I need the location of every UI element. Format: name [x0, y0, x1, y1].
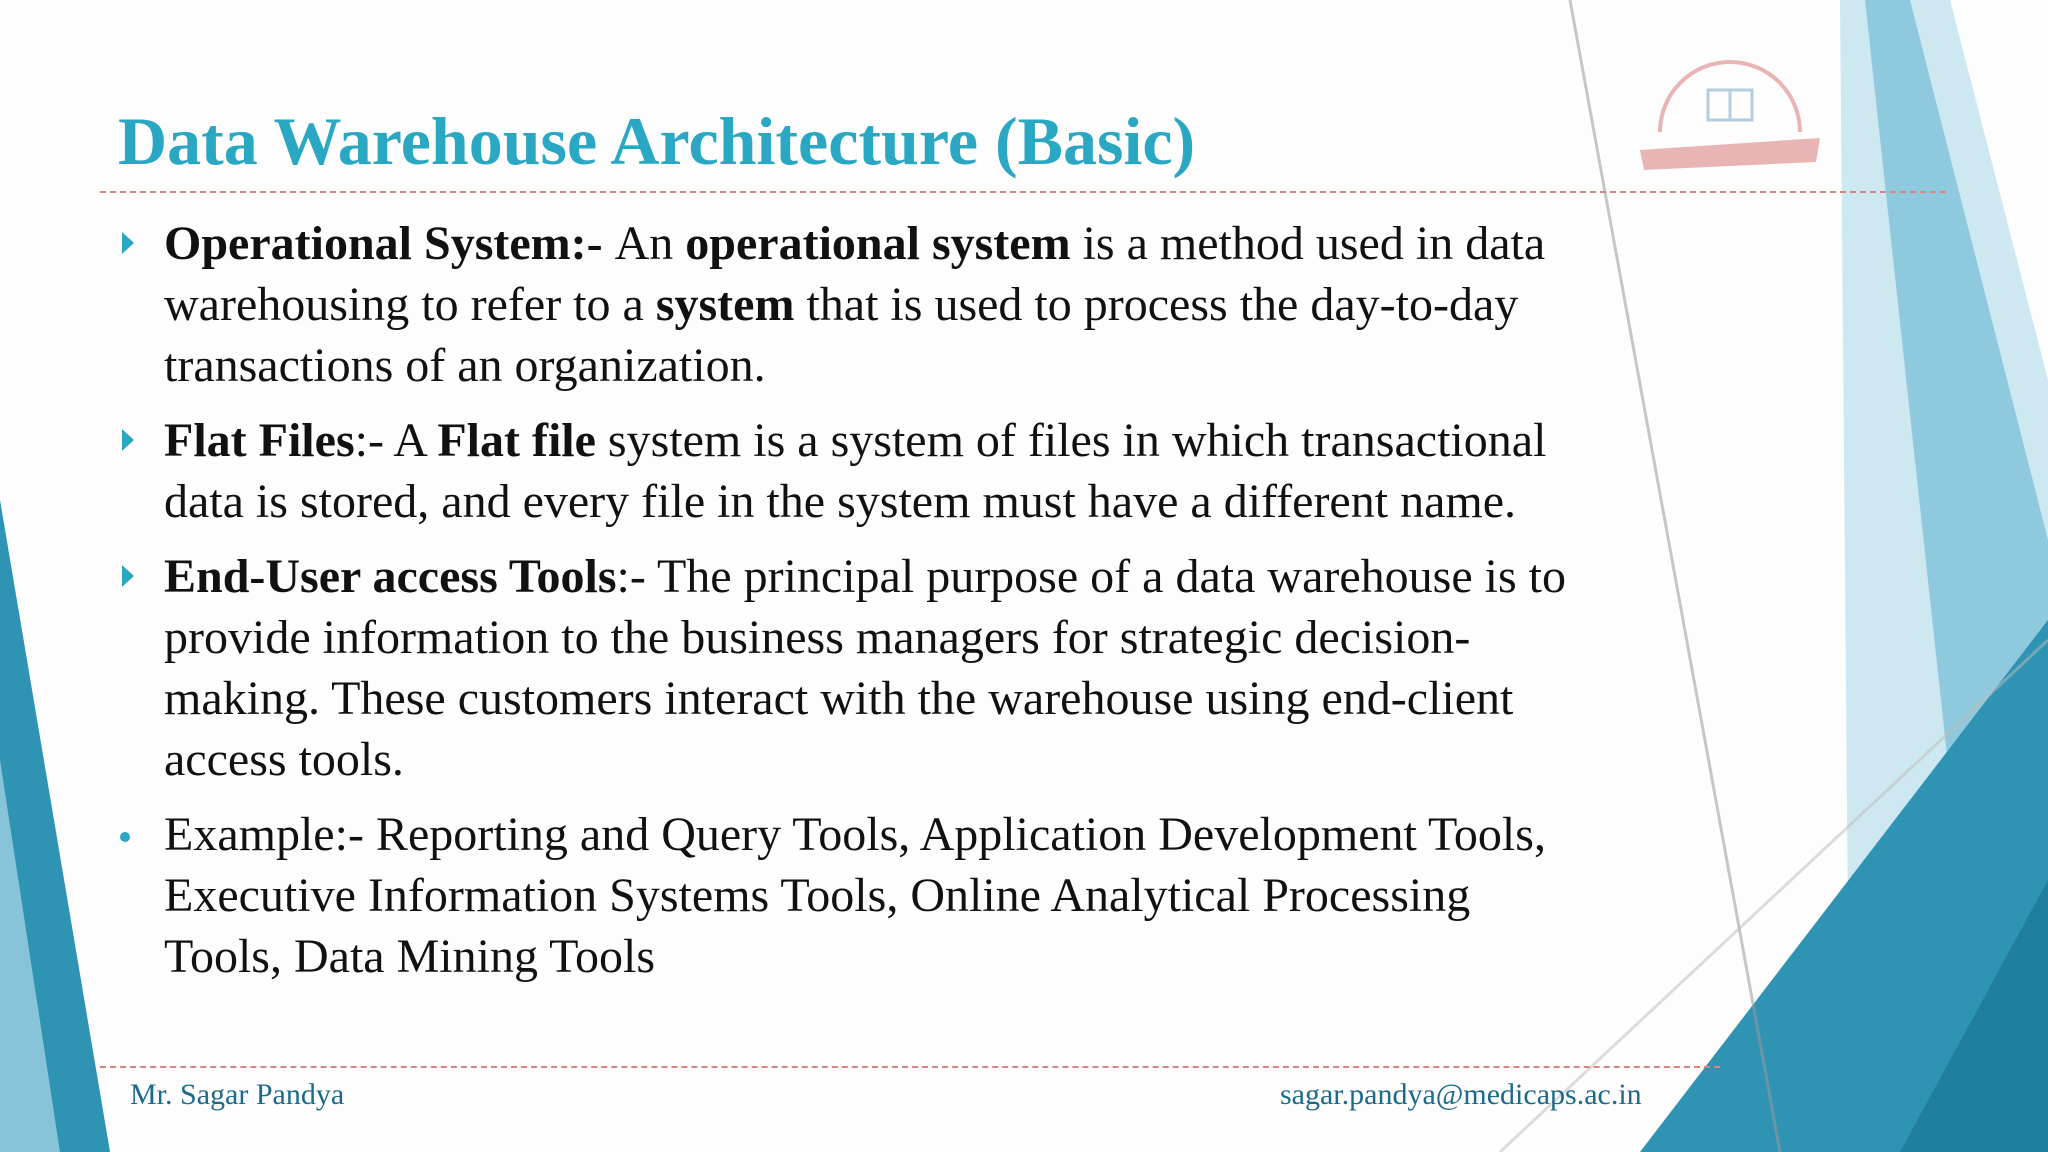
arrow-icon	[122, 565, 134, 587]
footer-email: sagar.pandya@medicaps.ac.in	[1280, 1078, 1642, 1111]
footer-divider	[100, 1066, 1720, 1068]
university-logo	[1620, 32, 1840, 192]
bullet-text: Flat Files:- A Flat file system is a system of files in which transactional data is stored, and every file in the system must have a different name.	[164, 414, 1547, 528]
bullet-end-user-tools	[118, 546, 1598, 790]
bullet-text: Example:- Reporting and Query Tools, Application Development Tools, Executive Information Systems Tools, Online Analytical Processing Tools, Data Mining Tools	[164, 808, 1546, 983]
bullet-list	[118, 213, 1598, 1001]
footer-author: Mr. Sagar Pandya	[130, 1078, 345, 1111]
bullet-flat-files	[118, 410, 1598, 532]
dot-icon	[120, 832, 130, 842]
title-divider	[100, 191, 1946, 193]
arrow-icon	[122, 429, 134, 451]
bullet-text: End-User access Tools:- The principal purpose of a data warehouse is to provide information to the business managers for strategic decision-making. These customers interact with the warehouse using end-client access tools.	[164, 550, 1566, 786]
bullet-text: Operational System:- An operational system is a method used in data warehousing to refer to a system that is used to process the day-to-day transactions of an organization.	[164, 217, 1546, 392]
bullet-example	[118, 804, 1598, 987]
slide-title: Data Warehouse Architecture (Basic)	[118, 103, 1196, 179]
arrow-icon	[122, 232, 134, 254]
bullet-operational-system	[118, 213, 1598, 396]
